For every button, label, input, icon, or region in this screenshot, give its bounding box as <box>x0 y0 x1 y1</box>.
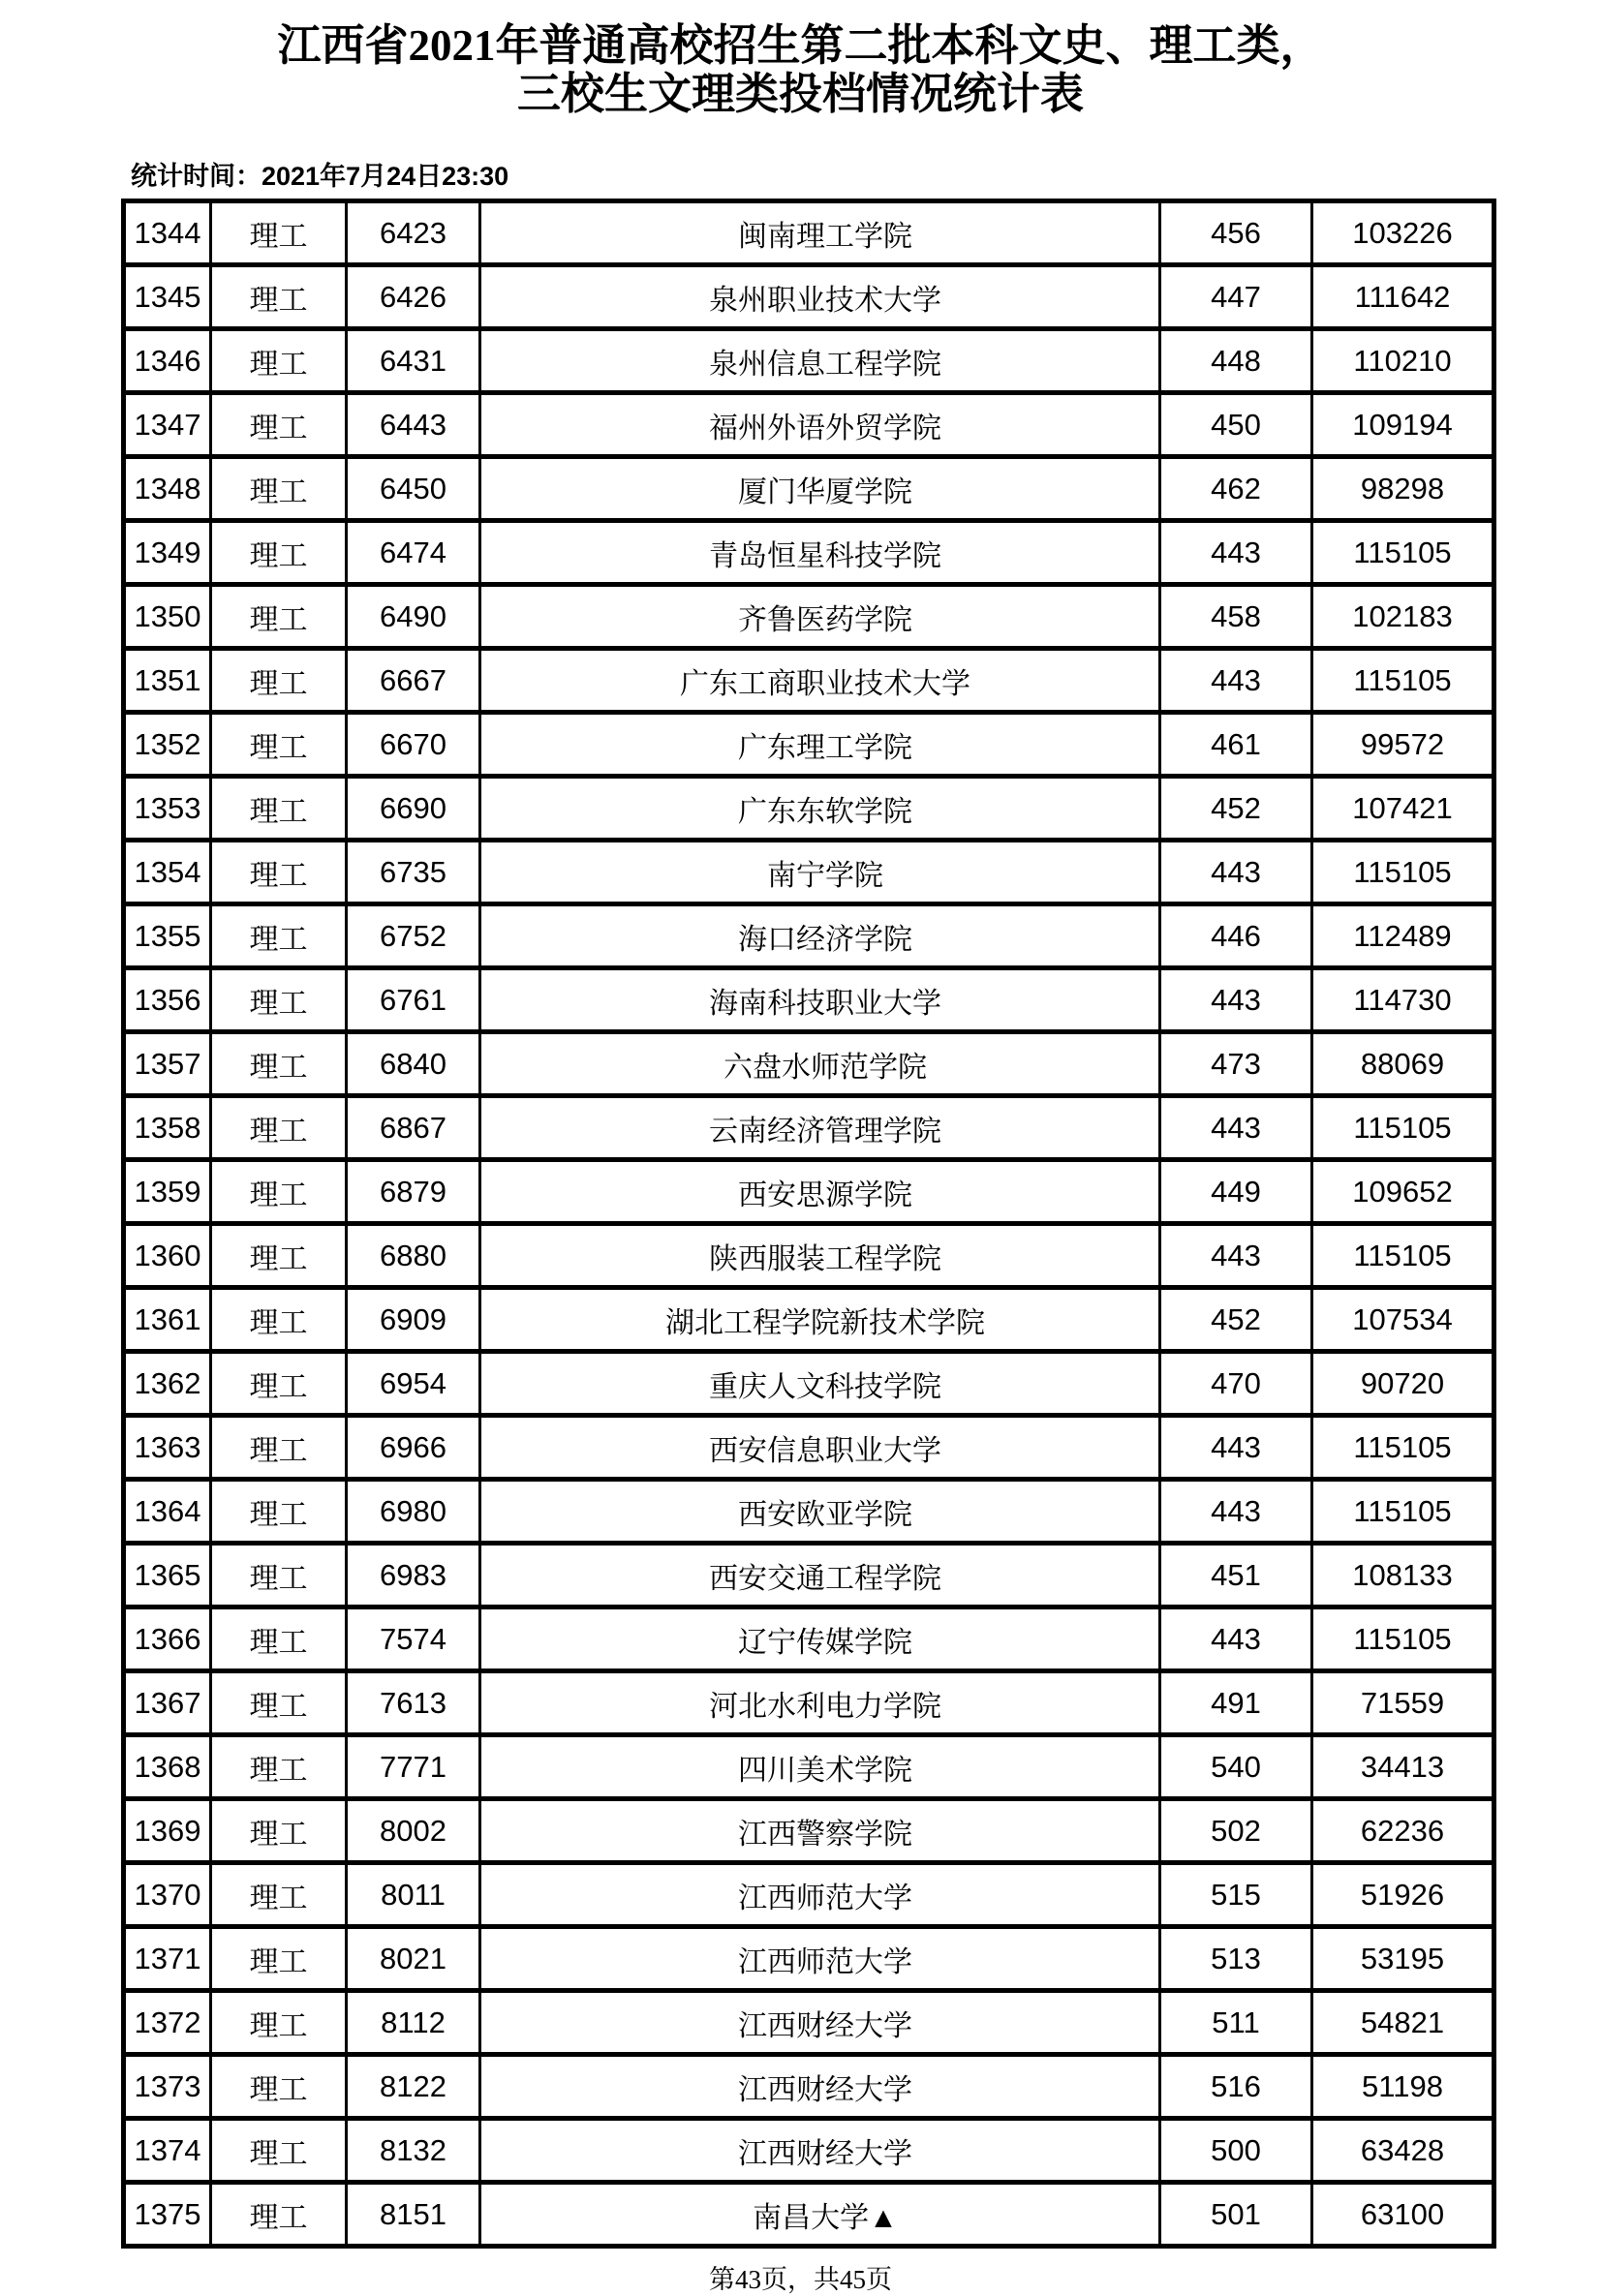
score-cell: 461 <box>1160 713 1312 777</box>
seq-cell: 1351 <box>124 649 211 713</box>
school-code-cell: 6983 <box>347 1544 480 1607</box>
school-code-cell: 8021 <box>347 1927 480 1991</box>
table-row <box>124 1096 1494 1160</box>
seq-cell: 1353 <box>124 777 211 841</box>
category-cell: 理工 <box>211 1544 347 1607</box>
score-cell: 516 <box>1160 2055 1312 2119</box>
table-row <box>124 585 1494 649</box>
school-name-cell: 西安交通工程学院 <box>480 1544 1160 1607</box>
school-code-cell: 8122 <box>347 2055 480 2119</box>
school-code-cell: 8002 <box>347 1799 480 1863</box>
score-cell: 452 <box>1160 777 1312 841</box>
rank-cell: 110210 <box>1312 329 1494 393</box>
seq-cell: 1344 <box>124 201 211 265</box>
rank-cell: 111642 <box>1312 265 1494 329</box>
school-code-cell: 6980 <box>347 1480 480 1544</box>
score-cell: 452 <box>1160 1288 1312 1352</box>
school-code-cell: 6867 <box>347 1096 480 1160</box>
school-name-cell: 四川美术学院 <box>480 1735 1160 1799</box>
table-row <box>124 1032 1494 1096</box>
school-name-cell: 六盘水师范学院 <box>480 1032 1160 1096</box>
score-cell: 443 <box>1160 1607 1312 1671</box>
rank-cell: 109194 <box>1312 393 1494 457</box>
school-name-cell: 广东理工学院 <box>480 713 1160 777</box>
school-name-cell: 青岛恒星科技学院 <box>480 521 1160 585</box>
score-cell: 443 <box>1160 521 1312 585</box>
category-cell: 理工 <box>211 1799 347 1863</box>
seq-cell: 1363 <box>124 1416 211 1480</box>
score-cell: 462 <box>1160 457 1312 521</box>
score-cell: 450 <box>1160 393 1312 457</box>
rank-cell: 115105 <box>1312 841 1494 904</box>
category-cell: 理工 <box>211 2183 347 2247</box>
score-cell: 511 <box>1160 1991 1312 2055</box>
rank-cell: 90720 <box>1312 1352 1494 1416</box>
seq-cell: 1355 <box>124 904 211 968</box>
seq-cell: 1347 <box>124 393 211 457</box>
page-number: 第43页，共45页 <box>709 2265 892 2294</box>
table-row <box>124 2119 1494 2183</box>
school-code-cell: 8132 <box>347 2119 480 2183</box>
school-name-cell: 海口经济学院 <box>480 904 1160 968</box>
school-code-cell: 6423 <box>347 201 480 265</box>
table-row <box>124 457 1494 521</box>
table-row <box>124 1607 1494 1671</box>
category-cell: 理工 <box>211 2119 347 2183</box>
seq-cell: 1360 <box>124 1224 211 1288</box>
school-name-cell: 海南科技职业大学 <box>480 968 1160 1032</box>
seq-cell: 1357 <box>124 1032 211 1096</box>
score-cell: 540 <box>1160 1735 1312 1799</box>
school-code-cell: 8112 <box>347 1991 480 2055</box>
seq-cell: 1346 <box>124 329 211 393</box>
table-row <box>124 1991 1494 2055</box>
table-row <box>124 649 1494 713</box>
table-row <box>124 777 1494 841</box>
school-code-cell: 6954 <box>347 1352 480 1416</box>
school-code-cell: 6966 <box>347 1416 480 1480</box>
score-cell: 458 <box>1160 585 1312 649</box>
score-cell: 501 <box>1160 2183 1312 2247</box>
school-name-cell: 西安欧亚学院 <box>480 1480 1160 1544</box>
table-row <box>124 1735 1494 1799</box>
category-cell: 理工 <box>211 1607 347 1671</box>
table-row <box>124 2183 1494 2247</box>
table-row <box>124 521 1494 585</box>
school-name-cell: 江西财经大学 <box>480 2119 1160 2183</box>
score-cell: 513 <box>1160 1927 1312 1991</box>
category-cell: 理工 <box>211 585 347 649</box>
table-row <box>124 1288 1494 1352</box>
category-cell: 理工 <box>211 777 347 841</box>
rank-cell: 103226 <box>1312 201 1494 265</box>
category-cell: 理工 <box>211 649 347 713</box>
table-row <box>124 1927 1494 1991</box>
school-name-cell: 西安思源学院 <box>480 1160 1160 1224</box>
category-cell: 理工 <box>211 1863 347 1927</box>
score-cell: 500 <box>1160 2119 1312 2183</box>
category-cell: 理工 <box>211 841 347 904</box>
school-name-cell: 江西师范大学 <box>480 1863 1160 1927</box>
school-code-cell: 7613 <box>347 1671 480 1735</box>
admissions-table-body <box>124 201 1494 2247</box>
rank-cell: 112489 <box>1312 904 1494 968</box>
school-code-cell: 6450 <box>347 457 480 521</box>
score-cell: 443 <box>1160 1224 1312 1288</box>
category-cell: 理工 <box>211 1032 347 1096</box>
seq-cell: 1361 <box>124 1288 211 1352</box>
school-name-cell: 重庆人文科技学院 <box>480 1352 1160 1416</box>
rank-cell: 115105 <box>1312 1224 1494 1288</box>
table-row <box>124 1160 1494 1224</box>
rank-cell: 51926 <box>1312 1863 1494 1927</box>
category-cell: 理工 <box>211 968 347 1032</box>
school-code-cell: 6474 <box>347 521 480 585</box>
seq-cell: 1369 <box>124 1799 211 1863</box>
school-name-cell: 南昌大学▲ <box>480 2183 1160 2247</box>
seq-cell: 1373 <box>124 2055 211 2119</box>
table-row <box>124 904 1494 968</box>
rank-cell: 114730 <box>1312 968 1494 1032</box>
school-name-cell: 西安信息职业大学 <box>480 1416 1160 1480</box>
table-row <box>124 265 1494 329</box>
category-cell: 理工 <box>211 393 347 457</box>
school-code-cell: 6880 <box>347 1224 480 1288</box>
category-cell: 理工 <box>211 1927 347 1991</box>
category-cell: 理工 <box>211 1096 347 1160</box>
table-row <box>124 1544 1494 1607</box>
rank-cell: 102183 <box>1312 585 1494 649</box>
score-cell: 515 <box>1160 1863 1312 1927</box>
seq-cell: 1372 <box>124 1991 211 2055</box>
school-name-cell: 辽宁传媒学院 <box>480 1607 1160 1671</box>
school-code-cell: 7574 <box>347 1607 480 1671</box>
rank-cell: 63100 <box>1312 2183 1494 2247</box>
school-code-cell: 6431 <box>347 329 480 393</box>
score-cell: 443 <box>1160 841 1312 904</box>
school-name-cell: 福州外语外贸学院 <box>480 393 1160 457</box>
rank-cell: 34413 <box>1312 1735 1494 1799</box>
school-code-cell: 6670 <box>347 713 480 777</box>
rank-cell: 53195 <box>1312 1927 1494 1991</box>
seq-cell: 1366 <box>124 1607 211 1671</box>
seq-cell: 1371 <box>124 1927 211 1991</box>
table-row <box>124 1416 1494 1480</box>
school-code-cell: 6761 <box>347 968 480 1032</box>
rank-cell: 115105 <box>1312 649 1494 713</box>
seq-cell: 1348 <box>124 457 211 521</box>
seq-cell: 1359 <box>124 1160 211 1224</box>
rank-cell: 115105 <box>1312 1480 1494 1544</box>
rank-cell: 109652 <box>1312 1160 1494 1224</box>
rank-cell: 99572 <box>1312 713 1494 777</box>
admissions-table <box>121 199 1496 2249</box>
page-title <box>0 0 1601 118</box>
school-name-cell: 江西师范大学 <box>480 1927 1160 1991</box>
category-cell: 理工 <box>211 201 347 265</box>
rank-cell: 51198 <box>1312 2055 1494 2119</box>
school-code-cell: 7771 <box>347 1735 480 1799</box>
stats-time: 统计时间：2021年7月24日23:30 <box>131 162 509 191</box>
school-name-cell: 广东东软学院 <box>480 777 1160 841</box>
table-row <box>124 201 1494 265</box>
table-row <box>124 2055 1494 2119</box>
school-code-cell: 6690 <box>347 777 480 841</box>
table-row <box>124 1480 1494 1544</box>
rank-cell: 115105 <box>1312 1096 1494 1160</box>
table-row <box>124 1799 1494 1863</box>
score-cell: 456 <box>1160 201 1312 265</box>
category-cell: 理工 <box>211 713 347 777</box>
seq-cell: 1368 <box>124 1735 211 1799</box>
school-code-cell: 6735 <box>347 841 480 904</box>
rank-cell: 62236 <box>1312 1799 1494 1863</box>
school-name-cell: 江西财经大学 <box>480 1991 1160 2055</box>
school-code-cell: 8011 <box>347 1863 480 1927</box>
rank-cell: 71559 <box>1312 1671 1494 1735</box>
score-cell: 448 <box>1160 329 1312 393</box>
table-row <box>124 1352 1494 1416</box>
score-cell: 443 <box>1160 1416 1312 1480</box>
school-name-cell: 云南经济管理学院 <box>480 1096 1160 1160</box>
rank-cell: 115105 <box>1312 1416 1494 1480</box>
school-name-cell: 江西财经大学 <box>480 2055 1160 2119</box>
category-cell: 理工 <box>211 1671 347 1735</box>
rank-cell: 107534 <box>1312 1288 1494 1352</box>
seq-cell: 1374 <box>124 2119 211 2183</box>
score-cell: 443 <box>1160 1480 1312 1544</box>
score-cell: 451 <box>1160 1544 1312 1607</box>
category-cell: 理工 <box>211 1735 347 1799</box>
seq-cell: 1358 <box>124 1096 211 1160</box>
title-line-2: 三校生文理类投档情况统计表 <box>516 70 1084 118</box>
school-name-cell: 闽南理工学院 <box>480 201 1160 265</box>
rank-cell: 63428 <box>1312 2119 1494 2183</box>
category-cell: 理工 <box>211 1288 347 1352</box>
category-cell: 理工 <box>211 457 347 521</box>
school-code-cell: 6667 <box>347 649 480 713</box>
category-cell: 理工 <box>211 904 347 968</box>
school-name-cell: 陕西服装工程学院 <box>480 1224 1160 1288</box>
rank-cell: 115105 <box>1312 1607 1494 1671</box>
school-code-cell: 6426 <box>347 265 480 329</box>
category-cell: 理工 <box>211 1991 347 2055</box>
category-cell: 理工 <box>211 1480 347 1544</box>
seq-cell: 1345 <box>124 265 211 329</box>
school-code-cell: 6752 <box>347 904 480 968</box>
school-code-cell: 8151 <box>347 2183 480 2247</box>
category-cell: 理工 <box>211 1352 347 1416</box>
school-code-cell: 6490 <box>347 585 480 649</box>
score-cell: 443 <box>1160 649 1312 713</box>
category-cell: 理工 <box>211 521 347 585</box>
school-code-cell: 6909 <box>347 1288 480 1352</box>
rank-cell: 115105 <box>1312 521 1494 585</box>
table-row <box>124 841 1494 904</box>
category-cell: 理工 <box>211 2055 347 2119</box>
table-row <box>124 968 1494 1032</box>
title-line-1: 江西省2021年普通高校招生第二批本科文史、理工类， <box>277 21 1324 70</box>
school-code-cell: 6443 <box>347 393 480 457</box>
rank-cell: 98298 <box>1312 457 1494 521</box>
seq-cell: 1375 <box>124 2183 211 2247</box>
school-name-cell: 泉州职业技术大学 <box>480 265 1160 329</box>
category-cell: 理工 <box>211 1416 347 1480</box>
seq-cell: 1356 <box>124 968 211 1032</box>
school-name-cell: 厦门华厦学院 <box>480 457 1160 521</box>
seq-cell: 1354 <box>124 841 211 904</box>
table-row <box>124 713 1494 777</box>
school-name-cell: 南宁学院 <box>480 841 1160 904</box>
seq-cell: 1367 <box>124 1671 211 1735</box>
school-name-cell: 齐鲁医药学院 <box>480 585 1160 649</box>
table-row <box>124 329 1494 393</box>
score-cell: 447 <box>1160 265 1312 329</box>
rank-cell: 108133 <box>1312 1544 1494 1607</box>
table-row <box>124 1671 1494 1735</box>
table-row <box>124 1224 1494 1288</box>
school-code-cell: 6840 <box>347 1032 480 1096</box>
rank-cell: 107421 <box>1312 777 1494 841</box>
school-code-cell: 6879 <box>347 1160 480 1224</box>
score-cell: 443 <box>1160 1096 1312 1160</box>
table-row <box>124 393 1494 457</box>
seq-cell: 1365 <box>124 1544 211 1607</box>
table-row <box>124 1863 1494 1927</box>
score-cell: 470 <box>1160 1352 1312 1416</box>
seq-cell: 1352 <box>124 713 211 777</box>
seq-cell: 1364 <box>124 1480 211 1544</box>
school-name-cell: 广东工商职业技术大学 <box>480 649 1160 713</box>
school-name-cell: 河北水利电力学院 <box>480 1671 1160 1735</box>
rank-cell: 88069 <box>1312 1032 1494 1096</box>
category-cell: 理工 <box>211 329 347 393</box>
score-cell: 443 <box>1160 968 1312 1032</box>
school-name-cell: 泉州信息工程学院 <box>480 329 1160 393</box>
school-name-cell: 江西警察学院 <box>480 1799 1160 1863</box>
seq-cell: 1370 <box>124 1863 211 1927</box>
score-cell: 446 <box>1160 904 1312 968</box>
score-cell: 473 <box>1160 1032 1312 1096</box>
seq-cell: 1362 <box>124 1352 211 1416</box>
category-cell: 理工 <box>211 1224 347 1288</box>
school-name-cell: 湖北工程学院新技术学院 <box>480 1288 1160 1352</box>
score-cell: 502 <box>1160 1799 1312 1863</box>
category-cell: 理工 <box>211 1160 347 1224</box>
score-cell: 491 <box>1160 1671 1312 1735</box>
score-cell: 449 <box>1160 1160 1312 1224</box>
seq-cell: 1350 <box>124 585 211 649</box>
category-cell: 理工 <box>211 265 347 329</box>
seq-cell: 1349 <box>124 521 211 585</box>
rank-cell: 54821 <box>1312 1991 1494 2055</box>
